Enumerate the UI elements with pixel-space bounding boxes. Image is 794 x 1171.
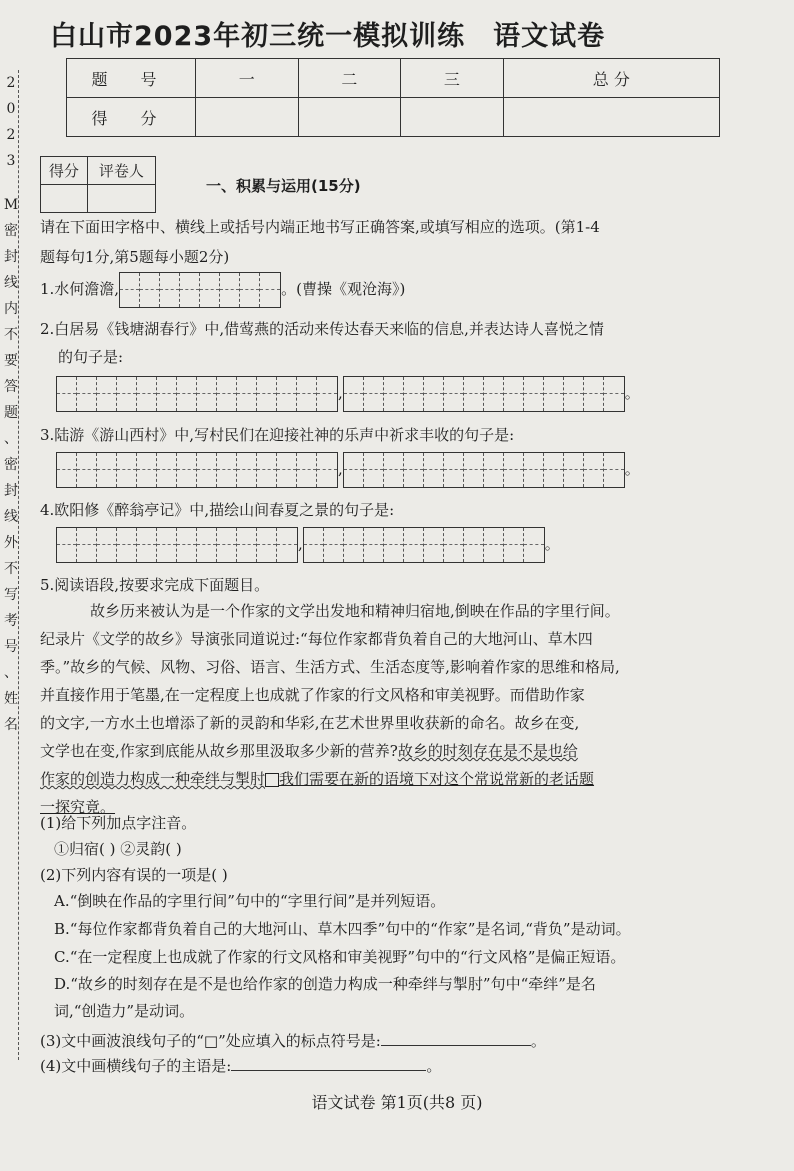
q2-line-2: 的句子是: — [58, 348, 124, 366]
question-4-answer — [56, 527, 560, 563]
margin-char: 号 — [4, 639, 18, 655]
score-cell-1[interactable] — [196, 98, 299, 137]
margin-char: 封 — [4, 249, 18, 265]
grid-cell[interactable] — [117, 377, 137, 411]
q5-intro: 5.阅读语段,按要求完成下面题目。 — [40, 576, 270, 594]
margin-char: 、 — [4, 665, 18, 681]
margin-char: 、 — [4, 431, 18, 447]
grid-cell[interactable] — [297, 377, 317, 411]
answer-grid[interactable] — [343, 376, 625, 412]
margin-char: 姓 — [4, 691, 18, 707]
margin-char: 3 — [6, 153, 16, 169]
grid-cell[interactable] — [197, 453, 217, 487]
grid-cell[interactable] — [260, 273, 280, 307]
grid-cell[interactable] — [424, 453, 444, 487]
grid-cell[interactable] — [324, 528, 344, 562]
grid-cell[interactable] — [257, 377, 277, 411]
wavy-underlined-text: 作家的创造力构成一种牵绊与掣肘 — [40, 770, 266, 788]
grid-cell[interactable] — [277, 528, 297, 562]
period: 。 — [544, 535, 560, 553]
grid-cell[interactable] — [177, 377, 197, 411]
grid-cell[interactable] — [140, 273, 160, 307]
grid-cell[interactable] — [317, 377, 337, 411]
q2-line-1: 2.白居易《钱塘湖春行》中,借莺燕的活动来传达春天来临的信息,并表达诗人喜悦之情 — [40, 320, 604, 338]
separator: , — [298, 535, 303, 553]
grid-cell[interactable] — [424, 528, 444, 562]
grid-cell[interactable] — [564, 377, 584, 411]
grid-cell[interactable] — [484, 453, 504, 487]
grid-cell[interactable] — [157, 453, 177, 487]
passage-text: 文学也在变,作家到底能从故乡那里汲取多少新的营养? — [40, 742, 398, 760]
subject-title: 语文试卷 — [493, 21, 606, 52]
margin-char: 答 — [4, 379, 18, 395]
grid-cell[interactable] — [504, 377, 524, 411]
answer-grid[interactable] — [119, 272, 281, 308]
grid-cell[interactable] — [524, 528, 544, 562]
passage-line: 一探究竟。 — [40, 798, 116, 816]
grid-cell[interactable] — [77, 377, 97, 411]
grid-cell[interactable] — [57, 377, 77, 411]
grid-cell[interactable] — [277, 453, 297, 487]
q3-line-1: 3.陆游《游山西村》中,写村民们在迎接社神的乐声中祈求丰收的句子是: — [40, 426, 515, 444]
grid-cell[interactable] — [237, 453, 257, 487]
grid-cell[interactable] — [217, 528, 237, 562]
grid-cell[interactable] — [177, 453, 197, 487]
margin-char: 2 — [6, 75, 16, 91]
grid-cell[interactable] — [77, 528, 97, 562]
grid-cell[interactable] — [464, 453, 484, 487]
grid-cell[interactable] — [257, 528, 277, 562]
grid-cell[interactable] — [117, 528, 137, 562]
grid-cell[interactable] — [404, 528, 424, 562]
margin-char: 写 — [4, 587, 18, 603]
score-label: 得 分 — [67, 98, 196, 137]
grid-cell[interactable] — [444, 528, 464, 562]
grid-cell[interactable] — [304, 528, 324, 562]
grid-cell[interactable] — [504, 528, 524, 562]
grid-cell[interactable] — [197, 528, 217, 562]
grid-cell[interactable] — [404, 453, 424, 487]
grid-cell[interactable] — [180, 273, 200, 307]
grid-cell[interactable] — [504, 453, 524, 487]
option-d-line-2: 词,“创造力”是动词。 — [54, 1002, 195, 1020]
grid-cell[interactable] — [97, 377, 117, 411]
underlined-text: 我们需要在新的语境下对这个常说常新的老话题 — [279, 770, 595, 788]
margin-char: 不 — [4, 561, 18, 577]
grid-cell[interactable] — [384, 528, 404, 562]
grader-table — [40, 156, 156, 213]
score-cell-3[interactable] — [401, 98, 504, 137]
margin-char: 内 — [4, 301, 18, 317]
score-cell-total[interactable] — [503, 98, 719, 137]
wavy-underlined-text: 故乡的时刻存在是不是也给 — [397, 742, 578, 760]
margin-char: 要 — [4, 353, 18, 369]
score-header: 题 号 — [67, 59, 196, 98]
grid-cell[interactable] — [344, 453, 364, 487]
grid-cell[interactable] — [444, 377, 464, 411]
grader-score-cell[interactable] — [41, 185, 88, 213]
grid-cell[interactable] — [237, 528, 257, 562]
seal-line — [18, 70, 19, 1060]
margin-char: 封 — [4, 483, 18, 499]
question-3-answer — [56, 452, 640, 488]
answer-grid[interactable] — [303, 527, 545, 563]
sub-question-4 — [40, 1055, 441, 1076]
margin-char: 2 — [6, 127, 16, 143]
grid-cell[interactable] — [484, 528, 504, 562]
sub-question-3 — [40, 1030, 546, 1051]
grid-cell[interactable] — [564, 453, 584, 487]
grid-cell[interactable] — [77, 453, 97, 487]
grid-cell[interactable] — [297, 453, 317, 487]
option-b: B.“每位作家都背负着自己的大地河山、草木四季”句中的“作家”是名词,“背负”是动词。 — [54, 920, 631, 938]
grid-cell[interactable] — [364, 377, 384, 411]
period: 。 — [624, 460, 640, 478]
passage-line — [40, 765, 620, 793]
margin-char: 考 — [4, 613, 18, 629]
grid-cell[interactable] — [217, 453, 237, 487]
title-text: 白山市2023年初三统一模拟训练 — [50, 21, 466, 52]
reading-passage — [40, 597, 620, 821]
instruction-line-1: 请在下面田字格中、横线上或括号内端正地书写正确答案,或填写相应的选项。(第1-4 — [40, 218, 600, 236]
answer-grid[interactable] — [343, 452, 625, 488]
sub4-text: (4)文中画横线句子的主语是: — [40, 1057, 232, 1075]
grid-cell[interactable] — [237, 377, 257, 411]
grid-cell[interactable] — [200, 273, 220, 307]
question-2-answer — [56, 376, 640, 412]
grid-cell[interactable] — [584, 453, 604, 487]
answer-grid[interactable] — [56, 452, 338, 488]
grid-cell[interactable] — [57, 528, 77, 562]
separator: , — [338, 384, 343, 402]
score-table — [66, 58, 720, 137]
grid-cell[interactable] — [404, 377, 424, 411]
q1-prefix: 1.水何澹澹, — [40, 280, 120, 298]
grid-cell[interactable] — [220, 273, 240, 307]
section-title: 一、积累与运用(15分) — [206, 177, 361, 195]
grid-cell[interactable] — [384, 453, 404, 487]
sub-question-2[interactable]: (2)下列内容有误的一项是( ) — [40, 866, 228, 884]
period: 。 — [530, 1032, 546, 1050]
margin-char: 0 — [6, 101, 16, 117]
answer-grid[interactable] — [56, 376, 338, 412]
grid-cell[interactable] — [464, 528, 484, 562]
grid-cell[interactable] — [344, 528, 364, 562]
passage-line: 纪录片《文学的故乡》导演张同道说过:“每位作家都背负着自己的大地河山、草木四 — [40, 630, 593, 648]
grid-cell[interactable] — [544, 453, 564, 487]
grid-cell[interactable] — [160, 273, 180, 307]
option-a: A.“倒映在作品的字里行间”句中的“字里行间”是并列短语。 — [54, 892, 446, 910]
period: 。 — [624, 384, 640, 402]
score-cell-2[interactable] — [298, 98, 401, 137]
grid-cell[interactable] — [277, 377, 297, 411]
grid-cell[interactable] — [524, 377, 544, 411]
grid-cell[interactable] — [97, 528, 117, 562]
grader-name-cell[interactable] — [87, 185, 155, 213]
score-col-1: 一 — [196, 59, 299, 98]
grid-cell[interactable] — [120, 273, 140, 307]
score-col-3: 三 — [401, 59, 504, 98]
margin-char: 密 — [4, 457, 18, 473]
grid-cell[interactable] — [97, 453, 117, 487]
blank-box-icon — [265, 773, 279, 787]
sub-question-1: (1)给下列加点字注音。 — [40, 814, 197, 832]
sub-question-1-items[interactable]: ①归宿( ) ②灵韵( ) — [54, 840, 182, 858]
separator: , — [338, 460, 343, 478]
grid-cell[interactable] — [117, 453, 137, 487]
answer-blank[interactable] — [231, 1070, 426, 1071]
passage-line — [40, 737, 620, 765]
grader-name-label: 评卷人 — [87, 157, 155, 185]
margin-char: 名 — [4, 717, 18, 733]
answer-blank[interactable] — [381, 1045, 531, 1046]
score-col-2: 二 — [298, 59, 401, 98]
sub3-text: (3)文中画波浪线句子的“□”处应填入的标点符号是: — [40, 1032, 381, 1050]
margin-char: M — [3, 197, 19, 213]
score-col-total: 总 分 — [503, 59, 719, 98]
option-d-line-1: D.“故乡的时刻存在是不是也给作家的创造力构成一种牵绊与掣肘”句中“牵绊”是名 — [54, 975, 596, 993]
option-c: C.“在一定程度上也成就了作家的行文风格和审美视野”句中的“行文风格”是偏正短语。 — [54, 948, 626, 966]
margin-char: 题 — [4, 405, 18, 421]
grid-cell[interactable] — [604, 377, 624, 411]
grid-cell[interactable] — [217, 377, 237, 411]
passage-line: 故乡历来被认为是一个作家的文学出发地和精神归宿地,倒映在作品的字里行间。 — [90, 602, 620, 620]
period: 。 — [426, 1057, 442, 1075]
grid-cell[interactable] — [137, 377, 157, 411]
grid-cell[interactable] — [317, 453, 337, 487]
grid-cell[interactable] — [444, 453, 464, 487]
answer-grid[interactable] — [56, 527, 298, 563]
page-footer: 语文试卷 第1页(共8 页) — [311, 1093, 483, 1112]
margin-char: 密 — [4, 223, 18, 239]
grid-cell[interactable] — [257, 453, 277, 487]
grid-cell[interactable] — [57, 453, 77, 487]
passage-line: 并直接作用于笔墨,在一定程度上也成就了作家的行文风格和审美视野。而借助作家 — [40, 686, 585, 704]
passage-line: 季。”故乡的气候、风物、习俗、语言、生活方式、生活态度等,影响着作家的思维和格局, — [40, 658, 620, 676]
margin-char: 线 — [4, 509, 18, 525]
grid-cell[interactable] — [364, 453, 384, 487]
grader-score-label: 得分 — [41, 157, 88, 185]
grid-cell[interactable] — [197, 377, 217, 411]
exam-title — [50, 14, 770, 53]
passage-line: 的文字,一方水土也增添了新的灵韵和华彩,在艺术世界里收获新的命名。故乡在变, — [40, 714, 580, 732]
grid-cell[interactable] — [157, 528, 177, 562]
margin-char: 不 — [4, 327, 18, 343]
grid-cell[interactable] — [604, 453, 624, 487]
grid-cell[interactable] — [157, 377, 177, 411]
grid-cell[interactable] — [544, 377, 564, 411]
grid-cell[interactable] — [384, 377, 404, 411]
margin-char: 线 — [4, 275, 18, 291]
grid-cell[interactable] — [137, 453, 157, 487]
margin-char: 外 — [4, 535, 18, 551]
grid-cell[interactable] — [484, 377, 504, 411]
grid-cell[interactable] — [524, 453, 544, 487]
q1-suffix: 。(曹操《观沧海》) — [281, 280, 406, 298]
grid-cell[interactable] — [177, 528, 197, 562]
instruction-line-2: 题每句1分,第5题每小题2分) — [40, 248, 230, 266]
grid-cell[interactable] — [464, 377, 484, 411]
question-1 — [40, 272, 405, 308]
grid-cell[interactable] — [424, 377, 444, 411]
grid-cell[interactable] — [240, 273, 260, 307]
grid-cell[interactable] — [584, 377, 604, 411]
q4-line-1: 4.欧阳修《醉翁亭记》中,描绘山间春夏之景的句子是: — [40, 501, 395, 519]
grid-cell[interactable] — [364, 528, 384, 562]
grid-cell[interactable] — [137, 528, 157, 562]
grid-cell[interactable] — [344, 377, 364, 411]
